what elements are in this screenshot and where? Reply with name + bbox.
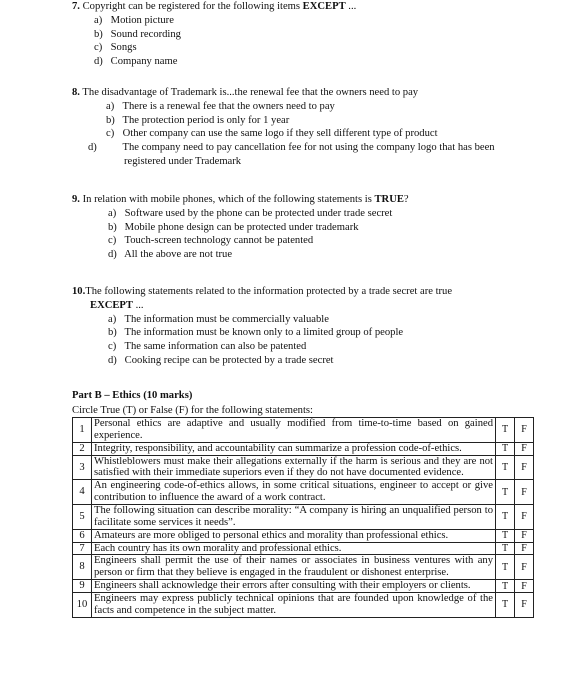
question-stem — [0, 193, 576, 207]
statement-text: Engineers shall acknowledge their errors after consulting with their employers or clients. — [92, 580, 496, 593]
section-instruction: Circle True (T) or False (F) for the following statements: — [72, 405, 313, 416]
false-option[interactable]: F — [515, 555, 534, 580]
question-7 — [0, 0, 576, 69]
question-number: 7. — [72, 1, 80, 12]
option-d[interactable] — [108, 248, 576, 262]
row-number: 7 — [73, 542, 92, 555]
question-number: 10. — [72, 286, 86, 297]
option-d[interactable] — [88, 141, 576, 169]
option-a[interactable] — [108, 207, 576, 221]
option-text: Motion picture — [110, 14, 174, 26]
option-label: b) — [108, 327, 117, 339]
table-row — [73, 505, 534, 530]
question-stem — [0, 285, 576, 313]
option-a[interactable] — [94, 14, 576, 28]
option-text: There is a renewal fee that the owners need to pay — [122, 100, 335, 112]
option-label: a) — [108, 207, 117, 219]
option-text: Company name — [110, 56, 178, 68]
option-text: Sound recording — [110, 28, 181, 40]
true-option[interactable]: T — [496, 418, 515, 443]
option-c[interactable] — [106, 127, 576, 141]
statement-text: Each country has its own morality and professional ethics. — [92, 542, 496, 555]
table-row — [73, 580, 534, 593]
option-label: d) — [108, 354, 117, 366]
emphasis-text: EXCEPT — [302, 1, 346, 12]
false-option[interactable]: F — [515, 442, 534, 455]
statement-text: Personal ethics are adaptive and usually modified from time-to-time based on gained experience. — [92, 418, 496, 443]
table-row — [73, 529, 534, 542]
emphasis-text: EXCEPT — [90, 299, 133, 311]
option-label: b) — [108, 221, 117, 233]
option-text: Cooking recipe can be protected by a trade secret — [124, 354, 334, 366]
option-text: The company need to pay cancellation fee for not using the company logo that has been registered under Trademark — [122, 142, 495, 167]
question-text-end: ... — [132, 299, 144, 311]
row-number: 2 — [73, 442, 92, 455]
question-number: 8. — [72, 87, 80, 98]
false-option[interactable]: F — [515, 418, 534, 443]
option-label: a) — [108, 313, 117, 325]
false-option[interactable]: F — [515, 542, 534, 555]
option-list — [108, 313, 576, 368]
question-stem — [0, 0, 576, 14]
question-text-end: ... — [345, 1, 357, 12]
statement-text: Engineers shall permit the use of their names or associates in business ventures with any person or firm that they believe is engaged in the fraudulent or dishonest enterprise. — [92, 555, 496, 580]
statement-text: An engineering code-of-ethics allows, in some critical situations, engineer to accept or give contribution to influence the award of a work contract. — [92, 480, 496, 505]
option-text: The same information can also be patented — [124, 341, 307, 353]
true-option[interactable]: T — [496, 580, 515, 593]
question-text: The following statements related to the information protected by a trade secret are true — [85, 286, 453, 297]
option-c[interactable] — [108, 340, 576, 354]
option-d[interactable] — [94, 55, 576, 69]
option-a[interactable] — [106, 100, 576, 114]
option-label: b) — [94, 28, 103, 40]
table-row — [73, 555, 534, 580]
option-c[interactable] — [94, 41, 576, 55]
true-option[interactable]: T — [496, 529, 515, 542]
option-label: a) — [94, 14, 103, 26]
false-option[interactable]: F — [515, 580, 534, 593]
option-b[interactable] — [94, 28, 576, 42]
option-label: c) — [94, 42, 103, 54]
emphasis-text: TRUE — [374, 194, 404, 205]
true-option[interactable]: T — [496, 593, 515, 618]
option-text: The information must be commercially valuable — [124, 313, 329, 325]
true-false-table — [72, 417, 534, 618]
option-label: d) — [108, 249, 117, 261]
table-row — [73, 455, 534, 480]
row-number: 5 — [73, 505, 92, 530]
question-stem — [0, 86, 576, 100]
false-option[interactable]: F — [515, 480, 534, 505]
statement-text: Amateurs are more obliged to personal ethics and morality than professional ethics. — [92, 529, 496, 542]
option-text: Touch-screen technology cannot be patented — [124, 235, 314, 247]
question-text: In relation with mobile phones, which of the following statements is — [82, 194, 375, 205]
row-number: 1 — [73, 418, 92, 443]
option-text: The information must be known only to a limited group of people — [124, 327, 404, 339]
row-number: 6 — [73, 529, 92, 542]
row-number: 8 — [73, 555, 92, 580]
true-option[interactable]: T — [496, 455, 515, 480]
option-text: Mobile phone design can be protected under trademark — [124, 221, 359, 233]
true-option[interactable]: T — [496, 480, 515, 505]
table-row — [73, 593, 534, 618]
statement-text: Integrity, responsibility, and accountability can summarize a profession code-of-ethics. — [92, 442, 496, 455]
option-text: All the above are not true — [124, 249, 233, 261]
true-option[interactable]: T — [496, 505, 515, 530]
option-list — [94, 14, 576, 69]
option-text: The protection period is only for 1 year — [122, 114, 290, 126]
row-number: 9 — [73, 580, 92, 593]
option-text: Other company can use the same logo if they sell different type of product — [122, 128, 438, 140]
question-9 — [0, 193, 576, 262]
option-d[interactable] — [108, 354, 576, 368]
table-row — [73, 542, 534, 555]
false-option[interactable]: F — [515, 505, 534, 530]
section-title: Part B – Ethics (10 marks) — [72, 390, 193, 401]
option-label: d) — [94, 56, 103, 68]
option-text: Songs — [110, 42, 137, 54]
row-number: 3 — [73, 455, 92, 480]
option-c[interactable] — [108, 234, 576, 248]
option-list — [108, 207, 576, 262]
option-b[interactable] — [108, 326, 576, 340]
option-label: c) — [108, 235, 117, 247]
option-b[interactable] — [106, 114, 576, 128]
statement-text: The following situation can describe morality: “A company is hiring an unqualified person to facilitate some services it needs”. — [92, 505, 496, 530]
question-8 — [0, 86, 576, 169]
question-text: Copyright can be registered for the following items — [82, 1, 303, 12]
table-row — [73, 442, 534, 455]
true-option[interactable]: T — [496, 555, 515, 580]
option-label: c) — [106, 128, 115, 140]
false-option[interactable]: F — [515, 455, 534, 480]
true-option[interactable]: T — [496, 442, 515, 455]
option-label: a) — [106, 100, 115, 112]
question-number: 9. — [72, 194, 80, 205]
statement-text: Whistleblowers must make their allegations externally if the harm is serious and they are not satisfied with their immediate superiors even if they do not have documented evidence. — [92, 455, 496, 480]
option-list — [88, 100, 576, 169]
table-row — [73, 480, 534, 505]
table-row — [73, 418, 534, 443]
false-option[interactable]: F — [515, 529, 534, 542]
option-label: d) — [88, 142, 97, 154]
statement-text: Engineers may express publicly technical opinions that are founded upon knowledge of the facts and competence in the subject matter. — [92, 593, 496, 618]
question-10 — [0, 285, 576, 368]
false-option[interactable]: F — [515, 593, 534, 618]
question-text: The disadvantage of Trademark is...the renewal fee that the owners need to pay — [82, 87, 419, 98]
option-b[interactable] — [108, 221, 576, 235]
option-text: Software used by the phone can be protected under trade secret — [124, 207, 393, 219]
option-label: b) — [106, 114, 115, 126]
option-label: c) — [108, 341, 117, 353]
row-number: 10 — [73, 593, 92, 618]
true-option[interactable]: T — [496, 542, 515, 555]
row-number: 4 — [73, 480, 92, 505]
option-a[interactable] — [108, 313, 576, 327]
question-text-end: ? — [403, 194, 409, 205]
